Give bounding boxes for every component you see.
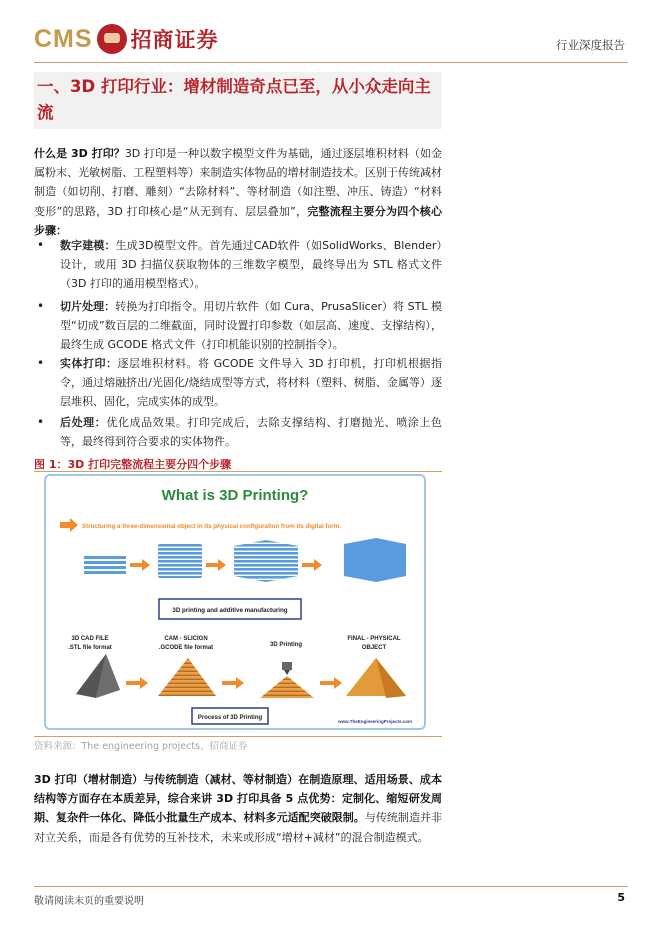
box-label: 3D printing and additive manufacturing [172,607,288,614]
arrow-icon [206,559,226,571]
figure-3d-printing-infographic [44,474,426,730]
intro-paragraph [34,144,442,240]
step-label: 数字建模： [60,239,116,252]
slice-stage-3 [234,540,298,582]
step-item-printing [60,354,442,412]
report-type: 行业深度报告 [556,38,625,52]
slice-stage-2 [158,544,202,578]
step-text: 生成3D模型文件。首先通过CAD软件（如SolidWorks、Blender）设计，或用 3D 扫描仪获取物体的三维数字模型，最终导出为 STL 格式文件（3D 打印的通用模型格式）。 [60,239,442,291]
watermark-text: www.TheEngineeringProjects.com [338,719,412,724]
step-label: 实体打印： [60,357,118,370]
arrow-icon [222,677,244,689]
infographic-svg [46,476,424,728]
source-divider [34,736,442,737]
gray-pyramid [76,654,120,698]
step-text: 逐层堆积材料。将 GCODE 文件导入 3D 打印机，打印机根据指令，通过熔融挤出/光固化/烧结成型等方式，将材料（塑料、树脂、金属等）逐层堆积、固化，完成实体的成型。 [60,357,442,409]
logo-badge-icon [97,24,127,54]
final-pyramid [346,658,406,698]
company-logo [34,22,219,56]
printing-pyramid [260,662,314,698]
arrow-icon [320,677,342,689]
solid-stage-4 [344,538,406,582]
intro-lead: 什么是 3D 打印？ [34,147,125,160]
figure-caption-divider [34,471,442,472]
arrow-icon [302,559,322,571]
process-label: Process of 3D Printing [197,715,263,721]
infographic-subtitle: Structuring a three-dimensional object in its physical configuration from its digital form. [82,523,341,530]
conclusion-bold: 3D 打印（增材制造）与传统制造（减材、等材制造）在制造原理、适用场景、成本结构等方面存在本质差异，综合来讲 3D 打印具备 5 点优势：定制化、缩短研发周期、复杂件一体化、降低小批量生产成本、材料多元适配突破限制。 [34,773,442,825]
step-item-slicing [60,297,442,355]
step-text: 优化成品效果。打印完成后，去除支撑结构、打磨抛光、喷涂上色等，最终得到符合要求的实体物件。 [60,416,442,449]
conclusion-paragraph [34,770,442,847]
arrow-icon [130,559,150,571]
header-divider [34,62,628,63]
intro-text: 3D 打印是一种以数字模型文件为基础，通过逐层堆积材料（如金属粉末、光敏树脂、工程塑料等）来制造实体物品的增材制造技术。区别于传统减材制造（如切削、打磨、雕刻）“去除材料”、等材制造（如注塑、冲压、铸造）“材料变形”的思路，3D 打印核心是“从无到有、层层叠加”， [34,147,442,218]
subtitle-arrow-icon [60,518,78,532]
arrow-icon [126,677,148,689]
footer-note: 敬请阅读末页的重要说明 [34,896,144,907]
bullet-icon: • [37,238,45,252]
step-item-modeling [60,236,442,294]
stage-label-cad: 3D CAD FILE .STL file format [68,636,112,651]
logo-company-name: 招商证券 [130,27,219,52]
bullet-icon: • [37,415,45,429]
section-title: 一、3D 打印行业：增材制造奇点已至，从小众走向主流 [37,77,431,122]
stage-label-printing: 3D Printing [269,642,303,648]
logo-cms-text: CMS [34,24,93,53]
slice-stage-1 [84,556,126,574]
step-label: 后处理： [60,416,107,429]
striped-pyramid [158,658,216,696]
footer-divider [34,886,628,887]
figure-source: 资料来源：The engineering projects、招商证券 [34,741,248,752]
figure-caption: 图 1：3D 打印完整流程主要分四个步骤 [34,458,232,471]
step-item-postprocess [60,413,442,451]
step-label: 切片处理： [60,300,116,313]
conclusion-text: 与传统制造并非对立关系，而是各有优势的互补技术，未来或形成“增材+减材”的混合制造模式。 [34,811,443,844]
bullet-icon: • [37,356,45,370]
page-number: 5 [617,891,625,904]
stage-label-slicing: CAM - SLICIGN .GCODE file format [158,636,214,651]
intro-bold-tail: 完整流程主要分为四个核心步骤： [34,204,443,237]
infographic-title: What is 3D Printing? [161,487,309,504]
bullet-icon: • [37,299,45,313]
stage-label-final: FINAL - PHYSICAL OBJECT [347,636,401,651]
step-text: 转换为打印指令。用切片软件（如 Cura、PrusaSlicer）将 STL 模型“切成”数百层的二维截面，同时设置打印参数（如层高、速度、支撑结构），最终生成 GCODE 格式文件（打印机能识别的控制指令）。 [60,300,443,352]
